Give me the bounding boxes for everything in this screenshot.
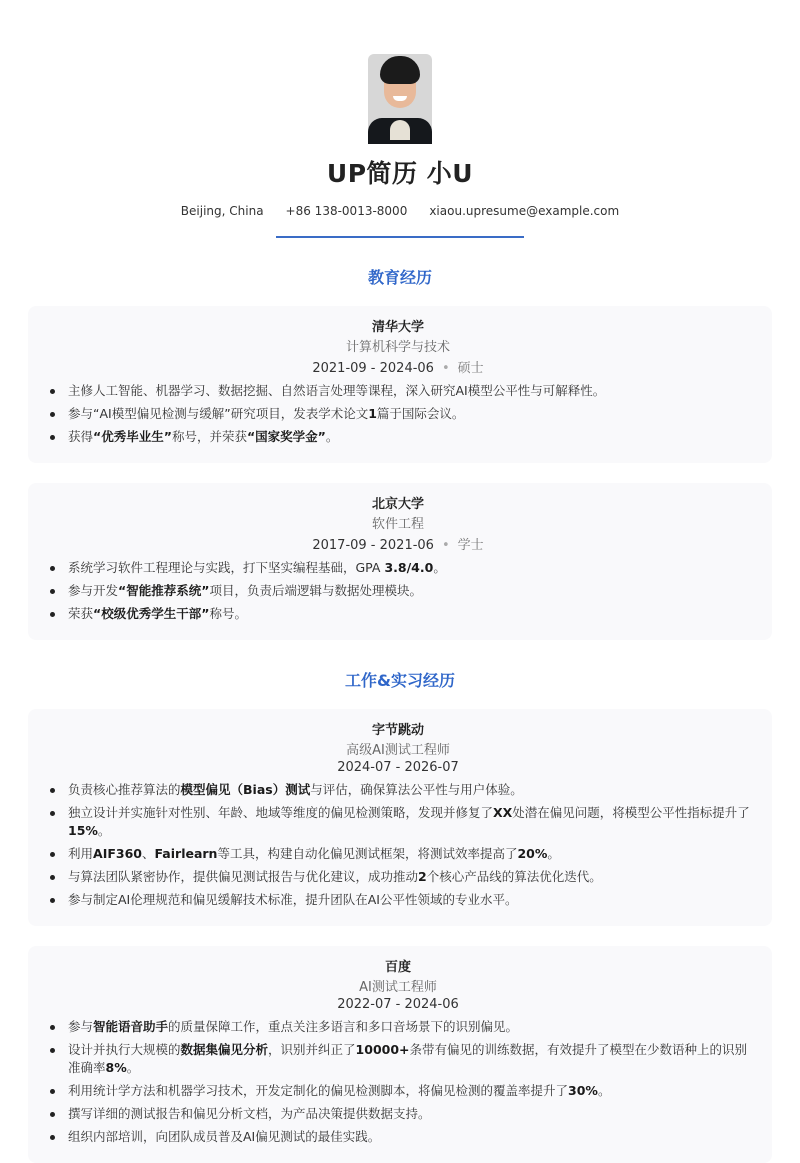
highlight-text: 30% (568, 1083, 598, 1098)
highlight-text: 15% (68, 823, 98, 838)
bullet-item (46, 891, 750, 909)
phone: +86 138-0013-8000 (285, 204, 408, 218)
dates: 2024-07 - 2026-07 (337, 760, 459, 775)
bullet-item (46, 1041, 750, 1077)
bullet-text: 参与 (68, 1019, 94, 1034)
bullet-text: 。 (547, 846, 560, 861)
bullet-text: 独立设计并实施针对性别、年龄、地域等维度的偏见检测策略，发现并修复了 (68, 805, 494, 820)
bullet-item (46, 1082, 750, 1100)
bullet-item (46, 1128, 750, 1146)
company-name: 字节跳动 (371, 723, 424, 738)
location: Beijing, China (180, 204, 264, 218)
bullet-item (46, 428, 750, 446)
candidate-name: UP简历 小U (326, 159, 474, 188)
highlight-text: 10000+ (355, 1042, 410, 1057)
highlight-text: “校级优秀学生干部” (93, 606, 210, 621)
work-card (28, 709, 772, 926)
bullet-list (46, 781, 750, 909)
highlight-text: 8% (105, 1060, 127, 1075)
major: 软件工程 (371, 517, 424, 532)
highlight-text: “智能推荐系统” (118, 583, 210, 598)
bullet-text: 项目，负责后端逻辑与数据处理模块。 (209, 583, 422, 598)
highlight-text: XX (493, 805, 513, 820)
header-divider (276, 236, 524, 238)
email: xiaou.upresume@example.com (429, 204, 620, 218)
job-role: 高级AI测试工程师 (346, 743, 450, 758)
highlight-text: AIF360 (93, 846, 142, 861)
bullet-list (46, 382, 750, 446)
education-card (28, 306, 772, 463)
bullet-text: ，识别并纠正了 (268, 1042, 356, 1057)
bullet-text: 。 (325, 429, 339, 444)
highlight-text: “国家奖学金” (246, 429, 326, 444)
bullet-text: 条带有偏见的训练数据，有效提升了模型在少数语种上的识别准确率 (68, 1042, 748, 1075)
bullet-text: 篇于国际会议。 (376, 406, 465, 421)
bullet-list (46, 1018, 750, 1146)
bullet-text: 参与“AI模型偏见检测与缓解”研究项目，发表学术论文 (68, 406, 369, 421)
highlight-text: 1 (368, 406, 377, 421)
date-line: 2017-09 - 2021-06 • 学士 (312, 538, 484, 553)
bullet-text: 获得 (68, 429, 94, 444)
bullet-item (46, 582, 750, 600)
highlight-text: Fairlearn (154, 846, 218, 861)
dates: 2021-09 - 2024-06 (312, 361, 434, 376)
date-line: 2021-09 - 2024-06 • 硕士 (312, 361, 484, 376)
bullet-text: 称号。 (209, 606, 247, 621)
job-role: AI测试工程师 (359, 980, 437, 995)
bullet-item (46, 1018, 750, 1036)
bullet-text: 。 (597, 1083, 611, 1098)
bullet-item (46, 405, 750, 423)
bullet-item (46, 605, 750, 623)
bullet-item (46, 1105, 750, 1123)
bullet-text: 与算法团队紧密协作，提供偏见测试报告与优化建议，成功推动 (68, 869, 419, 884)
bullet-text: 处潜在偏见问题，将模型公平性指标提升了 (512, 805, 750, 820)
bullet-item (46, 382, 750, 400)
bullet-text: 。 (126, 1060, 140, 1075)
highlight-text: 2 (418, 869, 427, 884)
school-name: 清华大学 (371, 320, 424, 335)
bullet-text: 荣获 (68, 606, 94, 621)
bullet-text: 参与制定AI伦理规范和偏见缓解技术标准，提升团队在AI公平性领域的专业水平。 (68, 892, 518, 907)
highlight-text: 模型偏见（Bias）测试 (180, 782, 311, 797)
bullet-text: 。 (433, 560, 446, 575)
bullet-text: 等工具，构建自动化偏见测试框架，将测试效率提高了 (217, 846, 518, 861)
degree: 学士 (457, 538, 484, 553)
bullet-item (46, 804, 750, 840)
bullet-text: 与评估，确保算法公平性与用户体验。 (310, 782, 523, 797)
bullet-text: 主修人工智能、机器学习、数据挖掘、自然语言处理等课程，深入研究AI模型公平性与可解释性。 (68, 383, 606, 398)
contact-info (0, 204, 800, 218)
bullet-text: 、 (141, 846, 155, 861)
major: 计算机科学与技术 (345, 340, 450, 355)
bullet-item (46, 868, 750, 886)
profile-photo (368, 54, 432, 140)
bullet-text: 设计并执行大规模的 (68, 1042, 181, 1057)
education-card (28, 483, 772, 640)
bullet-text: 系统学习软件工程理论与实践，打下坚实编程基础，GPA (68, 560, 385, 575)
highlight-text: 智能语音助手 (93, 1019, 169, 1034)
dates: 2017-09 - 2021-06 (312, 538, 434, 553)
bullet-text: 利用 (68, 846, 94, 861)
bullet-text: 组织内部培训，向团队成员普及AI偏见测试的最佳实践。 (68, 1129, 381, 1144)
dates: 2022-07 - 2024-06 (337, 997, 459, 1012)
bullet-text: 撰写详细的测试报告和偏见分析文档，为产品决策提供数据支持。 (68, 1106, 431, 1121)
bullet-item (46, 559, 750, 577)
highlight-text: 3.8/4.0 (384, 560, 434, 575)
bullet-item (46, 781, 750, 799)
resume-header (0, 0, 800, 238)
bullet-list (46, 559, 750, 623)
section-title-education: 教育经历 (367, 268, 432, 287)
bullet-text: 利用统计学方法和机器学习技术，开发定制化的偏见检测脚本，将偏见检测的覆盖率提升了 (68, 1083, 569, 1098)
school-name: 北京大学 (371, 497, 424, 512)
bullet-text: 个核心产品线的算法优化迭代。 (426, 869, 602, 884)
bullet-text: 负责核心推荐算法的 (68, 782, 181, 797)
section-title-work: 工作&实习经历 (345, 671, 455, 690)
bullet-item (46, 845, 750, 863)
bullet-text: 参与开发 (68, 583, 119, 598)
work-card (28, 946, 772, 1163)
bullet-text: 的质量保障工作，重点关注多语言和多口音场景下的识别偏见。 (168, 1019, 519, 1034)
highlight-text: “优秀毕业生” (93, 429, 172, 444)
highlight-text: 数据集偏见分析 (180, 1042, 269, 1057)
degree: 硕士 (457, 361, 484, 376)
company-name: 百度 (384, 960, 411, 975)
bullet-text: 称号，并荣获 (171, 429, 247, 444)
highlight-text: 20% (517, 846, 548, 861)
bullet-text: 。 (97, 823, 111, 838)
